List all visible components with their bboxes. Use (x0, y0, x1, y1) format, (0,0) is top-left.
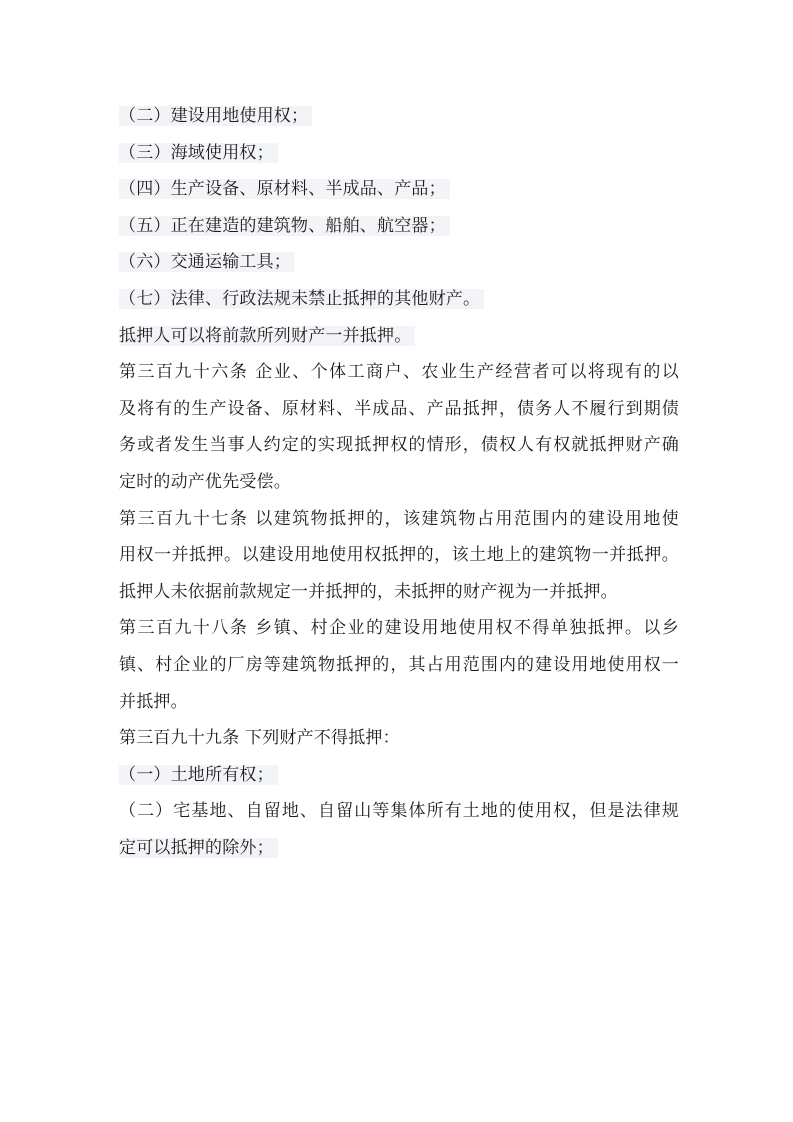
text-line (119, 98, 679, 135)
text-line (119, 135, 679, 172)
text-line-content: （五）正在建造的建筑物、船舶、航空器； (119, 216, 450, 236)
text-line: 定时的动产优先受偿。 (119, 471, 291, 492)
text-line: 第三百九十六条 企业、个体工商户、农业生产经营者可以将现有的以 (119, 362, 679, 383)
text-line (119, 208, 679, 245)
text-line-content: （三）海域使用权； (119, 143, 278, 163)
text-line: （二）宅基地、自留地、自留山等集体所有土地的使用权，但是法律规 (119, 801, 679, 822)
text-line: 并抵押。 (119, 691, 188, 712)
text-line: 第三百九十八条 乡镇、村企业的建设用地使用权不得单独抵押。以乡 (119, 618, 679, 639)
text-line: 第三百九十九条 下列财产不得抵押： (119, 728, 400, 749)
text-line (119, 318, 679, 355)
text-line (119, 281, 679, 318)
text-line (119, 757, 679, 794)
text-line: 第三百九十七条 以建筑物抵押的，该建筑物占用范围内的建设用地使 (119, 508, 679, 529)
text-line: 务或者发生当事人约定的实现抵押权的情形，债权人有权就抵押财产确 (119, 435, 679, 456)
text-line (119, 171, 679, 208)
text-line-content: （一）土地所有权； (119, 765, 278, 785)
text-line-content: （四）生产设备、原材料、半成品、产品； (119, 179, 450, 199)
text-line: 抵押人未依据前款规定一并抵押的，未抵押的财产视为一并抵押。 (119, 581, 618, 602)
text-line-content: （六）交通运输工具； (119, 252, 295, 272)
text-line (119, 830, 679, 867)
document-body (119, 98, 679, 866)
text-line-content: （七）法律、行政法规未禁止抵押的其他财产。 (119, 289, 484, 309)
text-line-content: （二）建设用地使用权； (119, 106, 312, 126)
text-line-content: 抵押人可以将前款所列财产一并抵押。 (119, 326, 415, 346)
text-line: 及将有的生产设备、原材料、半成品、产品抵押，债务人不履行到期债 (119, 398, 679, 419)
text-line-content: 定可以抵押的除外； (119, 838, 278, 858)
text-line (119, 244, 679, 281)
text-line: 镇、村企业的厂房等建筑物抵押的，其占用范围内的建设用地使用权一 (119, 654, 679, 675)
text-line: 用权一并抵押。以建设用地使用权抵押的，该土地上的建筑物一并抵押。 (119, 545, 679, 566)
